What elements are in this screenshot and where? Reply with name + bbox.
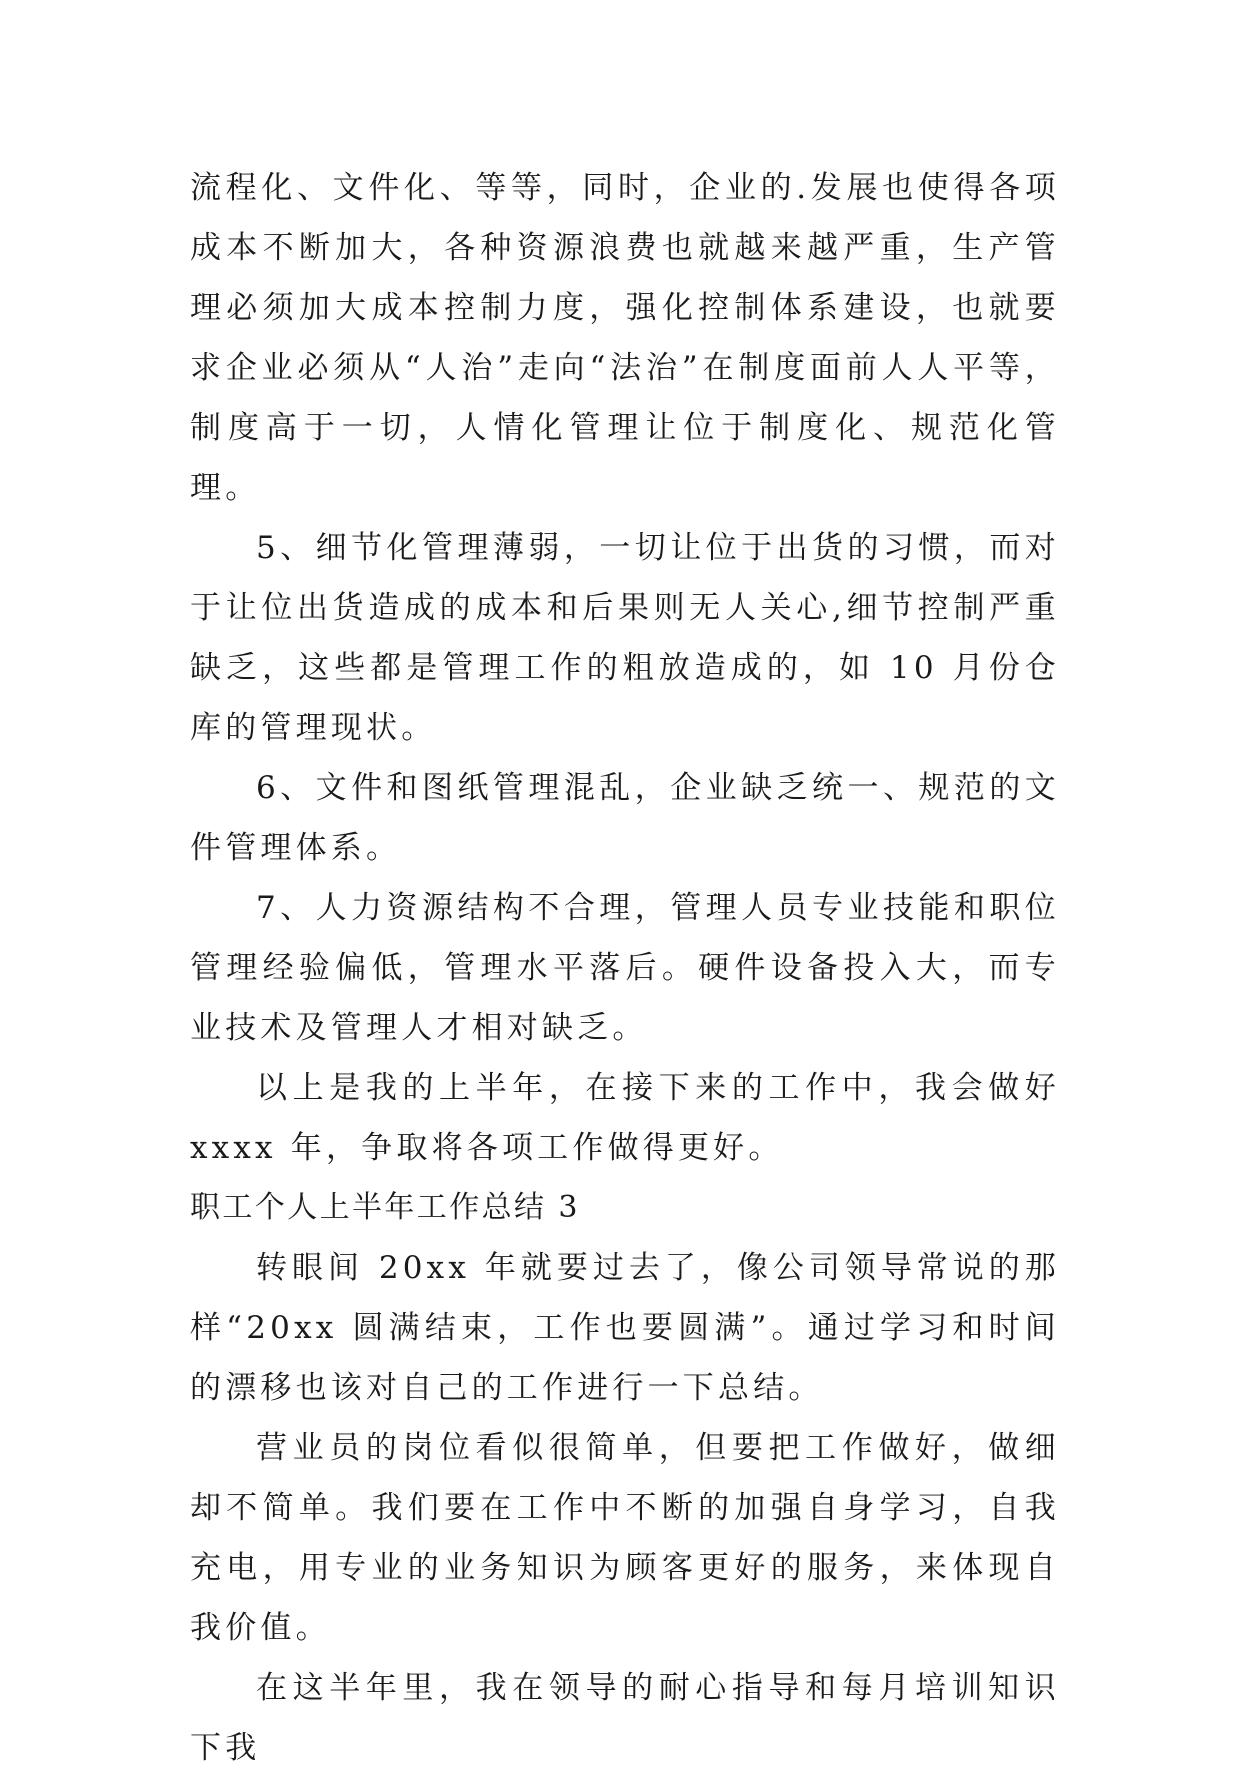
paragraph-role: 营业员的岗位看似很简单，但要把工作做好，做细却不简单。我们要在工作中不断的加强自身学习，自我充电，用专业的业务知识为顾客更好的服务，来体现自我价值。 xyxy=(190,1430,1060,1646)
paragraph-item-6: 6、文件和图纸管理混乱，企业缺乏统一、规范的文件管理体系。 xyxy=(190,770,1060,866)
paragraph-item-7: 7、人力资源结构不合理，管理人员专业技能和职位管理经验偏低，管理水平落后。硬件设备投入大，而专业技术及管理人才相对缺乏。 xyxy=(190,890,1060,1046)
paragraph-continuation: 流程化、文件化、等等，同时，企业的.发展也使得各项成本不断加大，各种资源浪费也就越来越严重，生产管理必须加大成本控制力度，强化控制体系建设，也就要求企业必须从“人治”走向“法治”在制度面前人人平等，制度高于一切，人情化管理让位于制度化、规范化管理。 xyxy=(190,170,1060,506)
paragraph-half-year: 在这半年里，我在领导的耐心指导和每月培训知识下我 xyxy=(190,1670,1060,1766)
paragraph-item-5: 5、细节化管理薄弱，一切让位于出货的习惯，而对于让位出货造成的成本和后果则无人关心,细节控制严重缺乏，这些都是管理工作的粗放造成的，如 10 月份仓库的管理现状。 xyxy=(190,530,1060,746)
paragraph-intro: 转眼间 20xx 年就要过去了，像公司领导常说的那样“20xx 圆满结束，工作也要圆满”。通过学习和时间的漂移也该对自己的工作进行一下总结。 xyxy=(190,1250,1060,1406)
document-body xyxy=(190,158,1060,1778)
paragraph-closing: 以上是我的上半年，在接下来的工作中，我会做好 xxxx 年，争取将各项工作做得更好。 xyxy=(190,1070,1060,1166)
section-heading: 职工个人上半年工作总结 3 xyxy=(190,1190,580,1225)
